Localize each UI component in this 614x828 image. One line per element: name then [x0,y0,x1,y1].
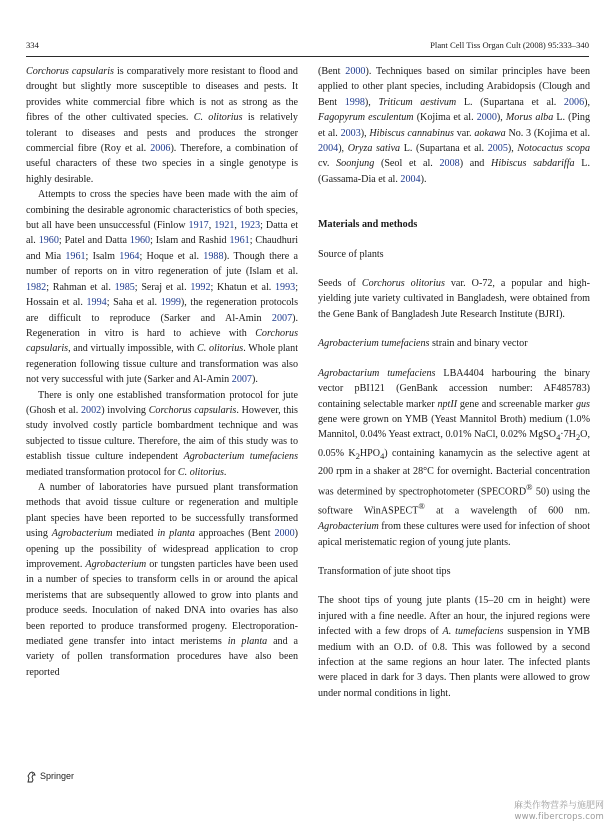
cultivar-name: Soonjung [336,158,375,170]
species-name: Agrobacterium [85,559,147,570]
text: ; Patel and Datta [58,235,130,247]
text: . Whole plant regeneration following tissue culture and transformation was also not very successful with jute (Sarker and Al-Amin [26,343,299,386]
paragraph [26,187,298,387]
species-name: Corchorus olitorius [361,278,445,290]
citation-link[interactable]: 2000 [345,66,366,77]
running-head [26,38,589,52]
watermark-url: www.fibercrops.com [514,812,604,822]
text: Seeds of [318,278,362,290]
species-name: Hibiscus cannabinus [369,127,454,139]
journal-citation: Plant Cell Tiss Organ Cult (2008) 95:333–340 [430,40,589,50]
springer-horse-icon [26,771,37,783]
species-name: C. olitorius [193,112,243,124]
text: HPO [359,447,381,459]
citation-link[interactable]: 2008 [439,158,460,170]
citation-link[interactable]: 1960 [38,235,59,247]
citation-link[interactable]: 1961 [65,250,86,262]
text: ; Hoque et al. [139,250,204,262]
citation-link[interactable]: 1998 [344,96,365,108]
text: ; Chaudhuri and Mia [26,235,298,262]
text: L. (Supartana et al. [456,96,564,108]
watermark-site-name: 麻类作物营养与施肥网 [513,801,604,811]
text: , and virtually impossible, with [68,343,198,355]
text: and a variety of pollen transformation procedures have also been reported [26,636,298,678]
text: mediated transformation protocol for [26,466,178,478]
citation-link[interactable]: 2006 [563,96,585,108]
header-rule [26,56,589,57]
text: No. 3 (Kojima et al. [505,127,591,139]
species-name: A. tumefaciens [442,626,504,638]
citation-link[interactable]: 2004 [400,173,421,185]
text: 50) using the software WinASPECT [318,485,591,517]
species-name: Corchorus capsularis [26,327,298,355]
watermark [514,801,604,823]
citation-link[interactable]: 1960 [129,235,151,247]
species-name: Agrobacterium tumefaciens [318,338,430,350]
text: (Bent [318,66,346,77]
text: ), [496,112,506,124]
citation-link[interactable]: 2007 [271,312,293,324]
text: L. (Ping et al. [318,112,591,139]
citation-link[interactable]: 2002 [81,404,102,416]
citation-link[interactable]: 1921 [214,220,235,232]
page-number: 334 [26,40,39,50]
text: ). [251,374,258,386]
text: ), [364,96,379,108]
text: is comparatively more resistant to flood and drought but slightly more susceptible to diseases and pests. It provides white commercial fibre which is not as strong as the fibres of the other cultivated species. [26,66,298,124]
species-name: Hibiscus sabdariffa [491,158,575,170]
text: ; Saha et al. [106,297,161,309]
citation-link[interactable]: 1994 [86,297,107,309]
text: cv. [318,158,337,170]
text: ), [584,96,590,108]
text: L. (Gassama-Dia et al. [318,158,590,185]
text: mediated [112,528,158,540]
text: A number of laboratories have pursued plant transformation methods that avoid tissue culture or regeneration and multiple plant species have been reported to be successfully transformed using [26,481,298,540]
species-name: C. olitorius [177,466,224,478]
species-name: Corchorus capsularis [26,66,114,77]
text: ; Khatun et al. [210,281,275,293]
text: ; Hossain et al. [26,281,298,309]
species-name: Morus alba [505,112,554,124]
text: ; Rahman et al. [46,281,115,293]
paragraph [26,388,298,480]
species-name: Agrobacterium tumefaciens [183,451,299,463]
citation-link[interactable]: 1999 [160,297,181,309]
text: suspension in YMB medium with an O.D. of 0.8. This was followed by a second infection at the same regions an hour later. The infected plants were placed in dark for 3 days. Then plants were allowed to grow under normal conditions in light. [318,626,590,699]
paragraph [318,276,590,322]
emphasis: in planta [157,528,195,540]
subscript: 4 [556,433,561,443]
text: ), [360,127,370,139]
text: ) involving [101,404,149,416]
citation-link[interactable]: 2004 [318,143,339,155]
text: is relatively tolerant to diseases and pests and produces the stronger commercial fibre (Roy et al. [26,112,298,155]
species-name: Oryza sativa [347,143,401,155]
species-name: C. olitorius [197,343,244,355]
text: gene and screenable marker [457,398,576,410]
footer [26,768,74,784]
paragraph [26,480,298,680]
text: , [208,220,215,232]
text: ) opening up the possibility of widespread application to crop improvement. [26,528,298,570]
text: O, 0.05% K [318,429,590,459]
text: var. O-72, a popular and high-yielding jute variety cultivated in Bangladesh, were obtained from the Gene Bank of Bangladesh Jute Research Institute (BJRI). [318,278,590,320]
text: strain and binary vector [429,338,528,350]
text: ). [420,173,427,185]
text: ), [338,143,348,155]
species-name: Notocactus scopa [517,143,590,155]
species-name: Agrobacterium [318,521,379,533]
citation-link[interactable]: 1993 [275,281,296,293]
citation-link[interactable]: 1992 [190,281,211,293]
text: ; Datta et al. [26,220,299,247]
subsection-heading: Transformation of jute shoot tips [318,565,451,577]
species-name: Fagopyrum esculentum [318,112,414,124]
citation-link[interactable]: 2000 [476,112,497,124]
citation-link[interactable]: 2000 [274,528,295,540]
text: at a wavelength of 600 nm. [424,505,590,517]
citation-link[interactable]: 1985 [114,281,135,293]
text: There is only one established transformation protocol for jute (Ghosh et al. [26,389,298,416]
citation-link[interactable]: 2003 [340,127,361,139]
text: , [234,220,240,232]
right-column [318,64,590,701]
text: ; Islam and Rashid [150,235,230,247]
text: ). Therefore, a combination of useful characters of these two species in a single genotype is highly desirable. [26,143,299,185]
text: ) and [459,158,492,170]
publisher-name: Springer [40,771,75,781]
text: ; Isalm [85,250,120,262]
text: L. (Supartana et al. [400,143,488,155]
subsection-heading [318,336,590,351]
citation-link[interactable]: 1961 [229,235,250,247]
gene-name: gus [575,398,590,410]
registered-mark: ® [526,482,533,492]
text: from these cultures were used for infection of shoot apical meristematic region of young jute plants. [318,521,590,548]
left-column [26,64,298,680]
text: ). Techniques based on similar principles have been applied to other plant species, including Arabidopsis (Clough and Bent [318,66,590,108]
species-name: Corchorus capsularis [148,404,237,416]
subscript: 2 [575,433,581,443]
citation-link[interactable]: 1982 [26,281,47,293]
citation-link[interactable]: 2006 [150,143,171,155]
text: ) containing kanamycin as the selective agent at 200 rpm in a shaker at 28°C for overnight. Bacterial concentration was determined by spectrophotometer (SPECORD [318,447,590,497]
text: (Kojima et al. [413,112,477,124]
registered-mark: ® [418,502,425,512]
emphasis: in planta [227,636,268,648]
text: ), the regeneration protocols are difficult to reproduce (Sarker and Al-Amin [26,297,299,324]
species-name: Triticum aestivum [378,96,457,108]
text: ). Though there a number of reports on in vitro regeneration of jute (Islam et al. [26,250,299,278]
citation-link[interactable]: 2005 [487,143,508,155]
subscript: 4 [380,451,385,461]
text: or tungsten particles have been used in a number of species to transform cells in or around the apical meristems that are subsequently allowed to grow into plants and produce seeds. Inoculation of naked DNA into ovaries has also been reported to produce transformed progeny. Electroporation-mediated gene transfer into intact meristems [26,559,298,648]
citation-link[interactable]: 2007 [231,374,252,386]
text: The shoot tips of young jute plants (15–20 cm in height) were injured with a fine needle. After an hour, the injured regions were infected with a few drops of [318,595,590,638]
variety-name: aokawa [474,127,506,139]
text: (Seol et al. [374,158,440,170]
species-name: Agrobactarium tumefaciens [318,367,436,379]
citation-link[interactable]: 1923 [239,220,261,232]
text: ), [507,143,518,155]
text: Attempts to cross the species have been made with the aim of combining the desirable agronomic characteristics of both species, but all have been unsuccessful (Finlow [26,189,298,232]
citation-link[interactable]: 1917 [188,220,209,232]
paragraph [318,593,590,701]
subscript: 2 [355,451,360,461]
paragraph [318,366,590,550]
paragraph [318,64,590,187]
text: ). Regeneration in vitro is hard to achieve with [26,312,298,339]
citation-link[interactable]: 1964 [119,250,140,262]
gene-name: nptII [437,398,458,410]
species-name: Agrobacterium [51,528,113,540]
text: ·7H [560,429,576,441]
text: . [223,466,227,478]
text: var. [453,127,475,139]
text: gene were grown on YMB (Yeast Mannitol Broth) medium (1.0% Mannitol, 0.04% Yeast extract, 0.01% NaCl, 0.02% MgSO [318,413,590,441]
subsection-heading: Source of plants [318,248,384,260]
citation-link[interactable]: 1988 [203,250,224,262]
text: . However, this study involved costly particle bombardment technique and was subjected to tissue culture. Therefore, the aim of this study was to establish tissue culture independent [26,404,298,463]
section-heading: Materials and methods [318,219,418,231]
text: ; Seraj et al. [134,281,191,293]
text: approaches (Bent [194,528,275,540]
paragraph [26,64,298,187]
text: LBA4404 harbouring the binary vector pBI121 (GenBank accession number: AF485783) containing selectable marker [318,367,591,410]
